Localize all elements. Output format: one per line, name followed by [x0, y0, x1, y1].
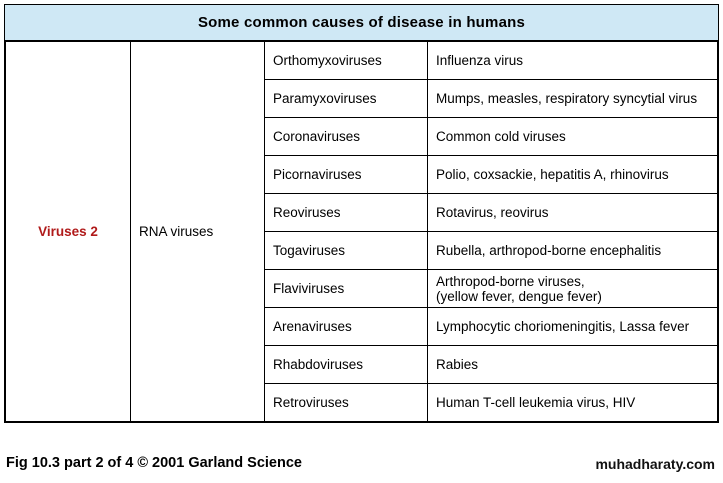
- virus-family-name: Arenaviruses: [265, 308, 428, 346]
- virus-disease-desc: Mumps, measles, respiratory syncytial virus: [428, 80, 718, 118]
- figure-caption: Fig 10.3 part 2 of 4 © 2001 Garland Science: [6, 455, 302, 471]
- disease-causes-table: [4, 4, 719, 423]
- figure-footer: [6, 455, 717, 475]
- virus-family-name: Reoviruses: [265, 194, 428, 232]
- source-watermark: muhadharaty.com: [595, 456, 715, 472]
- table-row: [6, 42, 718, 80]
- group-label-cell: Viruses 2: [6, 42, 131, 422]
- virus-disease-desc: Rotavirus, reovirus: [428, 194, 718, 232]
- virus-disease-desc: Human T-cell leukemia virus, HIV: [428, 384, 718, 422]
- virus-family-name: Retroviruses: [265, 384, 428, 422]
- virus-disease-desc: Rabies: [428, 346, 718, 384]
- virus-family-name: Rhabdoviruses: [265, 346, 428, 384]
- virus-disease-desc: Rubella, arthropod-borne encephalitis: [428, 232, 718, 270]
- virus-disease-desc-line1: Arthropod-borne viruses,: [436, 273, 585, 289]
- virus-disease-desc: [428, 270, 718, 308]
- virus-family-name: Flaviviruses: [265, 270, 428, 308]
- virus-disease-desc-line2: (yellow fever, dengue fever): [436, 288, 602, 304]
- table-title: Some common causes of disease in humans: [5, 5, 718, 41]
- virus-disease-desc: Polio, coxsackie, hepatitis A, rhinovirus: [428, 156, 718, 194]
- virus-family-name: Coronaviruses: [265, 118, 428, 156]
- virus-disease-desc: Common cold viruses: [428, 118, 718, 156]
- virus-family-name: Picornaviruses: [265, 156, 428, 194]
- category-label-cell: RNA viruses: [131, 42, 265, 422]
- virus-disease-desc: Lymphocytic choriomeningitis, Lassa fever: [428, 308, 718, 346]
- virus-family-name: Orthomyxoviruses: [265, 42, 428, 80]
- virus-family-name: Paramyxoviruses: [265, 80, 428, 118]
- virus-disease-desc: Influenza virus: [428, 42, 718, 80]
- virus-table-body: [6, 42, 718, 422]
- virus-family-name: Togaviruses: [265, 232, 428, 270]
- virus-table: [5, 41, 718, 422]
